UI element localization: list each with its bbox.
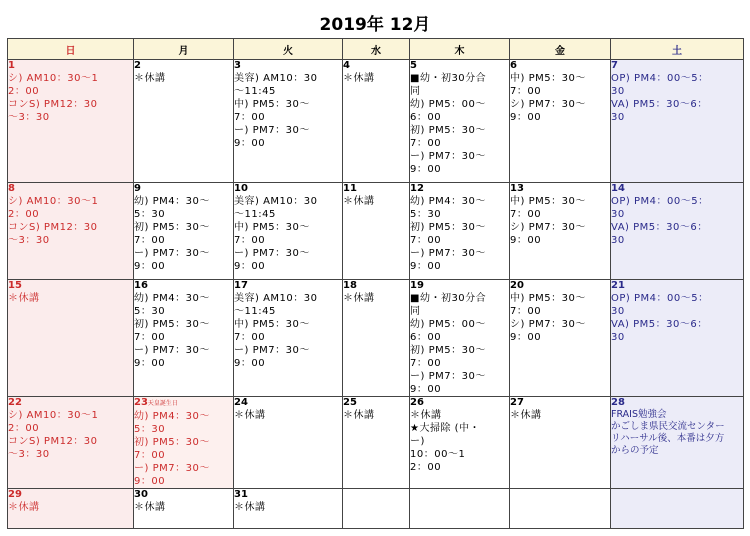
day-number-text: 12 [410, 183, 424, 194]
schedule-line: コンS) PM12：30 [8, 436, 98, 447]
day-number [410, 183, 509, 195]
day-number [611, 280, 743, 292]
schedule-line: 中) PM5：30〜 [510, 293, 586, 304]
day-number [410, 280, 509, 292]
schedule-line: ー) PM7：30〜 [134, 463, 210, 474]
schedule-line: 幼) PM4：30〜 [134, 293, 210, 304]
day-number [8, 397, 133, 409]
day-cell-21 [611, 280, 744, 397]
day-cell-empty [510, 489, 611, 529]
weekday-header-row [8, 39, 744, 60]
day-cell-14 [611, 183, 744, 280]
day-number-text: 19 [410, 280, 424, 291]
day-cell-13 [510, 183, 611, 280]
day-cell-23 [134, 397, 234, 489]
schedule-line: ＊休講 [134, 502, 166, 513]
schedule-line: 〜11:45 [234, 86, 276, 97]
day-cell-29 [8, 489, 134, 529]
schedule-line: 〜3：30 [8, 112, 50, 123]
schedule-line: 初) PM5：30〜 [134, 222, 210, 233]
day-number-text: 8 [8, 183, 15, 194]
day-number-text: 18 [343, 280, 357, 291]
schedule-line: ■幼・初30分合 [410, 73, 487, 84]
schedule-line: シ) PM7：30〜 [510, 99, 586, 110]
day-number [343, 280, 409, 292]
schedule-line: ー) PM7：30〜 [410, 151, 486, 162]
schedule-line: 同 [410, 306, 421, 317]
schedule-line: 9：00 [234, 138, 266, 149]
day-number-text: 17 [234, 280, 248, 291]
schedule-line: 30 [611, 306, 625, 317]
day-number [510, 60, 610, 72]
schedule-line: 9：00 [134, 358, 166, 369]
schedule-line: ー) PM7：30〜 [134, 248, 210, 259]
schedule-line: コンS) PM12：30 [8, 222, 98, 233]
holiday-label: 天皇誕生日 [147, 400, 178, 407]
schedule-line: 6：00 [410, 332, 442, 343]
schedule-line: ＊休講 [510, 410, 542, 421]
schedule-line: 美容) AM10：30 [234, 73, 318, 84]
weekday-monday: 月 [134, 39, 234, 60]
schedule-line: 30 [611, 86, 625, 97]
schedule-line: ＊休講 [234, 410, 266, 421]
schedule-line: VA) PM5：30〜6： [611, 319, 708, 330]
day-number-text: 20 [510, 280, 524, 291]
weekday-tuesday: 火 [234, 39, 343, 60]
schedule-line: 同 [410, 86, 421, 97]
day-cell-8 [8, 183, 134, 280]
weekday-thursday: 木 [410, 39, 510, 60]
day-number-text: 10 [234, 183, 248, 194]
schedule-line: OP) PM4：00〜5： [611, 73, 709, 84]
schedule-line: 9：00 [510, 332, 542, 343]
day-number [234, 489, 342, 501]
day-number-text: 7 [611, 60, 618, 71]
schedule-line: OP) PM4：00〜5： [611, 293, 709, 304]
day-number [510, 183, 610, 195]
schedule-line: シ) AM10：30〜1 [8, 410, 99, 421]
day-cell-27 [510, 397, 611, 489]
schedule-line: ＊休講 [343, 73, 375, 84]
day-number-text: 11 [343, 183, 357, 194]
schedule-line: ★大掃除 (中・ [410, 423, 481, 434]
day-number [8, 60, 133, 72]
weekday-saturday: 土 [611, 39, 744, 60]
schedule-line: 初) PM5：30〜 [410, 222, 486, 233]
day-number [410, 397, 509, 409]
schedule-line: 7：00 [410, 235, 442, 246]
schedule-line: 7：00 [234, 332, 266, 343]
schedule-line: VA) PM5：30〜6： [611, 99, 708, 110]
week-row [8, 183, 744, 280]
schedule-line: 初) PM5：30〜 [410, 345, 486, 356]
schedule-line: かごしま県民交流センター [611, 421, 725, 432]
day-number-text: 27 [510, 397, 524, 408]
schedule-line: ー) PM7：30〜 [234, 125, 310, 136]
day-number [234, 280, 342, 292]
schedule-line: ー) [410, 436, 425, 447]
day-number-text: 26 [410, 397, 424, 408]
schedule-line: ＊休講 [343, 196, 375, 207]
day-cell-empty [410, 489, 510, 529]
schedule-line: 9：00 [410, 384, 442, 395]
schedule-line: 美容) AM10：30 [234, 196, 318, 207]
day-cell-11 [343, 183, 410, 280]
day-cell-16 [134, 280, 234, 397]
day-number-text: 2 [134, 60, 141, 71]
day-cell-10 [234, 183, 343, 280]
schedule-line: 〜11:45 [234, 209, 276, 220]
day-cell-9 [134, 183, 234, 280]
day-number-text: 5 [410, 60, 417, 71]
day-number-text: 15 [8, 280, 22, 291]
day-number [134, 280, 233, 292]
day-number-text: 13 [510, 183, 524, 194]
day-cell-28 [611, 397, 744, 489]
schedule-line: リハーサル後、本番は夕方 [611, 433, 725, 444]
week-row [8, 60, 744, 183]
schedule-line: 7：00 [134, 332, 166, 343]
day-number [343, 397, 409, 409]
day-number [8, 183, 133, 195]
schedule-line: シ) PM7：30〜 [510, 222, 586, 233]
day-number [611, 183, 743, 195]
day-number-text: 1 [8, 60, 15, 71]
day-number [611, 60, 743, 72]
day-cell-17 [234, 280, 343, 397]
schedule-line: 5：30 [134, 209, 166, 220]
weekday-sunday: 日 [8, 39, 134, 60]
day-number [611, 397, 743, 409]
day-cell-6 [510, 60, 611, 183]
weekday-friday: 金 [510, 39, 611, 60]
day-cell-empty [343, 489, 410, 529]
day-number [8, 280, 133, 292]
day-number-text: 25 [343, 397, 357, 408]
schedule-line: ＊休講 [410, 410, 442, 421]
schedule-line: 2：00 [8, 209, 40, 220]
day-cell-18 [343, 280, 410, 397]
schedule-line: 中) PM5：30〜 [234, 222, 310, 233]
schedule-line: ー) PM7：30〜 [134, 345, 210, 356]
schedule-line: 〜3：30 [8, 235, 50, 246]
schedule-line: シ) PM7：30〜 [510, 319, 586, 330]
schedule-line: 7：00 [510, 86, 542, 97]
schedule-line: 5：30 [134, 306, 166, 317]
schedule-line: コンS) PM12：30 [8, 99, 98, 110]
schedule-line: 30 [611, 209, 625, 220]
schedule-line: 幼) PM5：00〜 [410, 99, 486, 110]
day-number [410, 60, 509, 72]
day-number-text: 24 [234, 397, 248, 408]
day-number [343, 183, 409, 195]
schedule-line: ー) PM7：30〜 [410, 371, 486, 382]
schedule-line: ＊休講 [343, 410, 375, 421]
day-cell-4 [343, 60, 410, 183]
day-cell-empty [611, 489, 744, 529]
calendar-table [7, 38, 744, 529]
schedule-line: ＊休講 [343, 293, 375, 304]
day-cell-26 [410, 397, 510, 489]
schedule-line: 2：00 [410, 462, 442, 473]
schedule-line: 9：00 [234, 261, 266, 272]
schedule-line: 5：30 [410, 209, 442, 220]
schedule-line: 7：00 [134, 450, 166, 461]
schedule-line: 9：00 [234, 358, 266, 369]
schedule-line: ー) PM7：30〜 [234, 345, 310, 356]
schedule-line: ■幼・初30分合 [410, 293, 487, 304]
day-number [8, 489, 133, 501]
schedule-line: 幼) PM4：30〜 [410, 196, 486, 207]
day-number-text: 28 [611, 397, 625, 408]
schedule-line: 7：00 [134, 235, 166, 246]
day-cell-3 [234, 60, 343, 183]
schedule-line: 30 [611, 235, 625, 246]
schedule-line: OP) PM4：00〜5： [611, 196, 709, 207]
schedule-line: 7：00 [234, 112, 266, 123]
day-number-text: 14 [611, 183, 625, 194]
schedule-line: 中) PM5：30〜 [510, 73, 586, 84]
day-number-text: 16 [134, 280, 148, 291]
schedule-line: 幼) PM4：30〜 [134, 411, 210, 422]
schedule-line: ー) PM7：30〜 [234, 248, 310, 259]
calendar-title: 2019年 12月 [319, 15, 431, 35]
schedule-line: 9：00 [134, 476, 166, 487]
schedule-line: ＊休講 [234, 502, 266, 513]
week-row [8, 489, 744, 529]
schedule-line: 7：00 [234, 235, 266, 246]
schedule-line: FRAIS勉強会 [611, 409, 667, 420]
schedule-line: 9：00 [510, 235, 542, 246]
day-number-text: 6 [510, 60, 517, 71]
schedule-line: 9：00 [410, 261, 442, 272]
day-number-text: 4 [343, 60, 350, 71]
day-number [343, 60, 409, 72]
day-number-text: 9 [134, 183, 141, 194]
day-number-text: 31 [234, 489, 248, 500]
schedule-line: VA) PM5：30〜6： [611, 222, 708, 233]
day-cell-7 [611, 60, 744, 183]
schedule-line: 9：00 [510, 112, 542, 123]
day-cell-22 [8, 397, 134, 489]
week-row [8, 280, 744, 397]
schedule-line: 2：00 [8, 423, 40, 434]
schedule-line: 7：00 [510, 209, 542, 220]
schedule-line: 7：00 [510, 306, 542, 317]
day-number [234, 397, 342, 409]
schedule-line: 10：00〜1 [410, 449, 466, 460]
day-cell-12 [410, 183, 510, 280]
schedule-line: からの予定 [611, 445, 659, 456]
schedule-line: 2：00 [8, 86, 40, 97]
day-number-text: 23 [134, 397, 148, 408]
schedule-line: 9：00 [410, 164, 442, 175]
schedule-line: 9：00 [134, 261, 166, 272]
day-number [234, 183, 342, 195]
day-number-text: 3 [234, 60, 241, 71]
day-cell-30 [134, 489, 234, 529]
schedule-line: 美容) AM10：30 [234, 293, 318, 304]
day-number-text: 21 [611, 280, 625, 291]
schedule-line: 中) PM5：30〜 [234, 99, 310, 110]
day-cell-1 [8, 60, 134, 183]
day-number-text: 22 [8, 397, 22, 408]
schedule-line: 初) PM5：30〜 [134, 437, 210, 448]
day-number-text: 29 [8, 489, 22, 500]
schedule-line: 7：00 [410, 358, 442, 369]
day-cell-2 [134, 60, 234, 183]
day-cell-31 [234, 489, 343, 529]
schedule-line: ー) PM7：30〜 [410, 248, 486, 259]
schedule-line: ＊休講 [8, 502, 40, 513]
schedule-line: 7：00 [410, 138, 442, 149]
schedule-line: 幼) PM4：30〜 [134, 196, 210, 207]
week-row [8, 397, 744, 489]
schedule-line: 中) PM5：30〜 [510, 196, 586, 207]
schedule-line: 5：30 [134, 424, 166, 435]
schedule-line: 〜11:45 [234, 306, 276, 317]
day-number [510, 280, 610, 292]
schedule-line: シ) AM10：30〜1 [8, 196, 99, 207]
day-cell-20 [510, 280, 611, 397]
schedule-line: 30 [611, 332, 625, 343]
day-number-text: 30 [134, 489, 148, 500]
day-number [134, 183, 233, 195]
schedule-line: 〜3：30 [8, 449, 50, 460]
schedule-line: 6：00 [410, 112, 442, 123]
schedule-line: 初) PM5：30〜 [410, 125, 486, 136]
schedule-line: 幼) PM5：00〜 [410, 319, 486, 330]
schedule-line: 初) PM5：30〜 [134, 319, 210, 330]
day-number [234, 60, 342, 72]
schedule-line: ＊休講 [134, 73, 166, 84]
day-cell-24 [234, 397, 343, 489]
day-cell-19 [410, 280, 510, 397]
schedule-line: 中) PM5：30〜 [234, 319, 310, 330]
day-number [134, 60, 233, 72]
day-cell-25 [343, 397, 410, 489]
weekday-wednesday: 水 [343, 39, 410, 60]
day-number [510, 397, 610, 409]
day-cell-5 [410, 60, 510, 183]
schedule-line: シ) AM10：30〜1 [8, 73, 99, 84]
day-number [134, 397, 233, 410]
day-cell-15 [8, 280, 134, 397]
schedule-line: 30 [611, 112, 625, 123]
day-number [134, 489, 233, 501]
schedule-line: ＊休講 [8, 293, 40, 304]
